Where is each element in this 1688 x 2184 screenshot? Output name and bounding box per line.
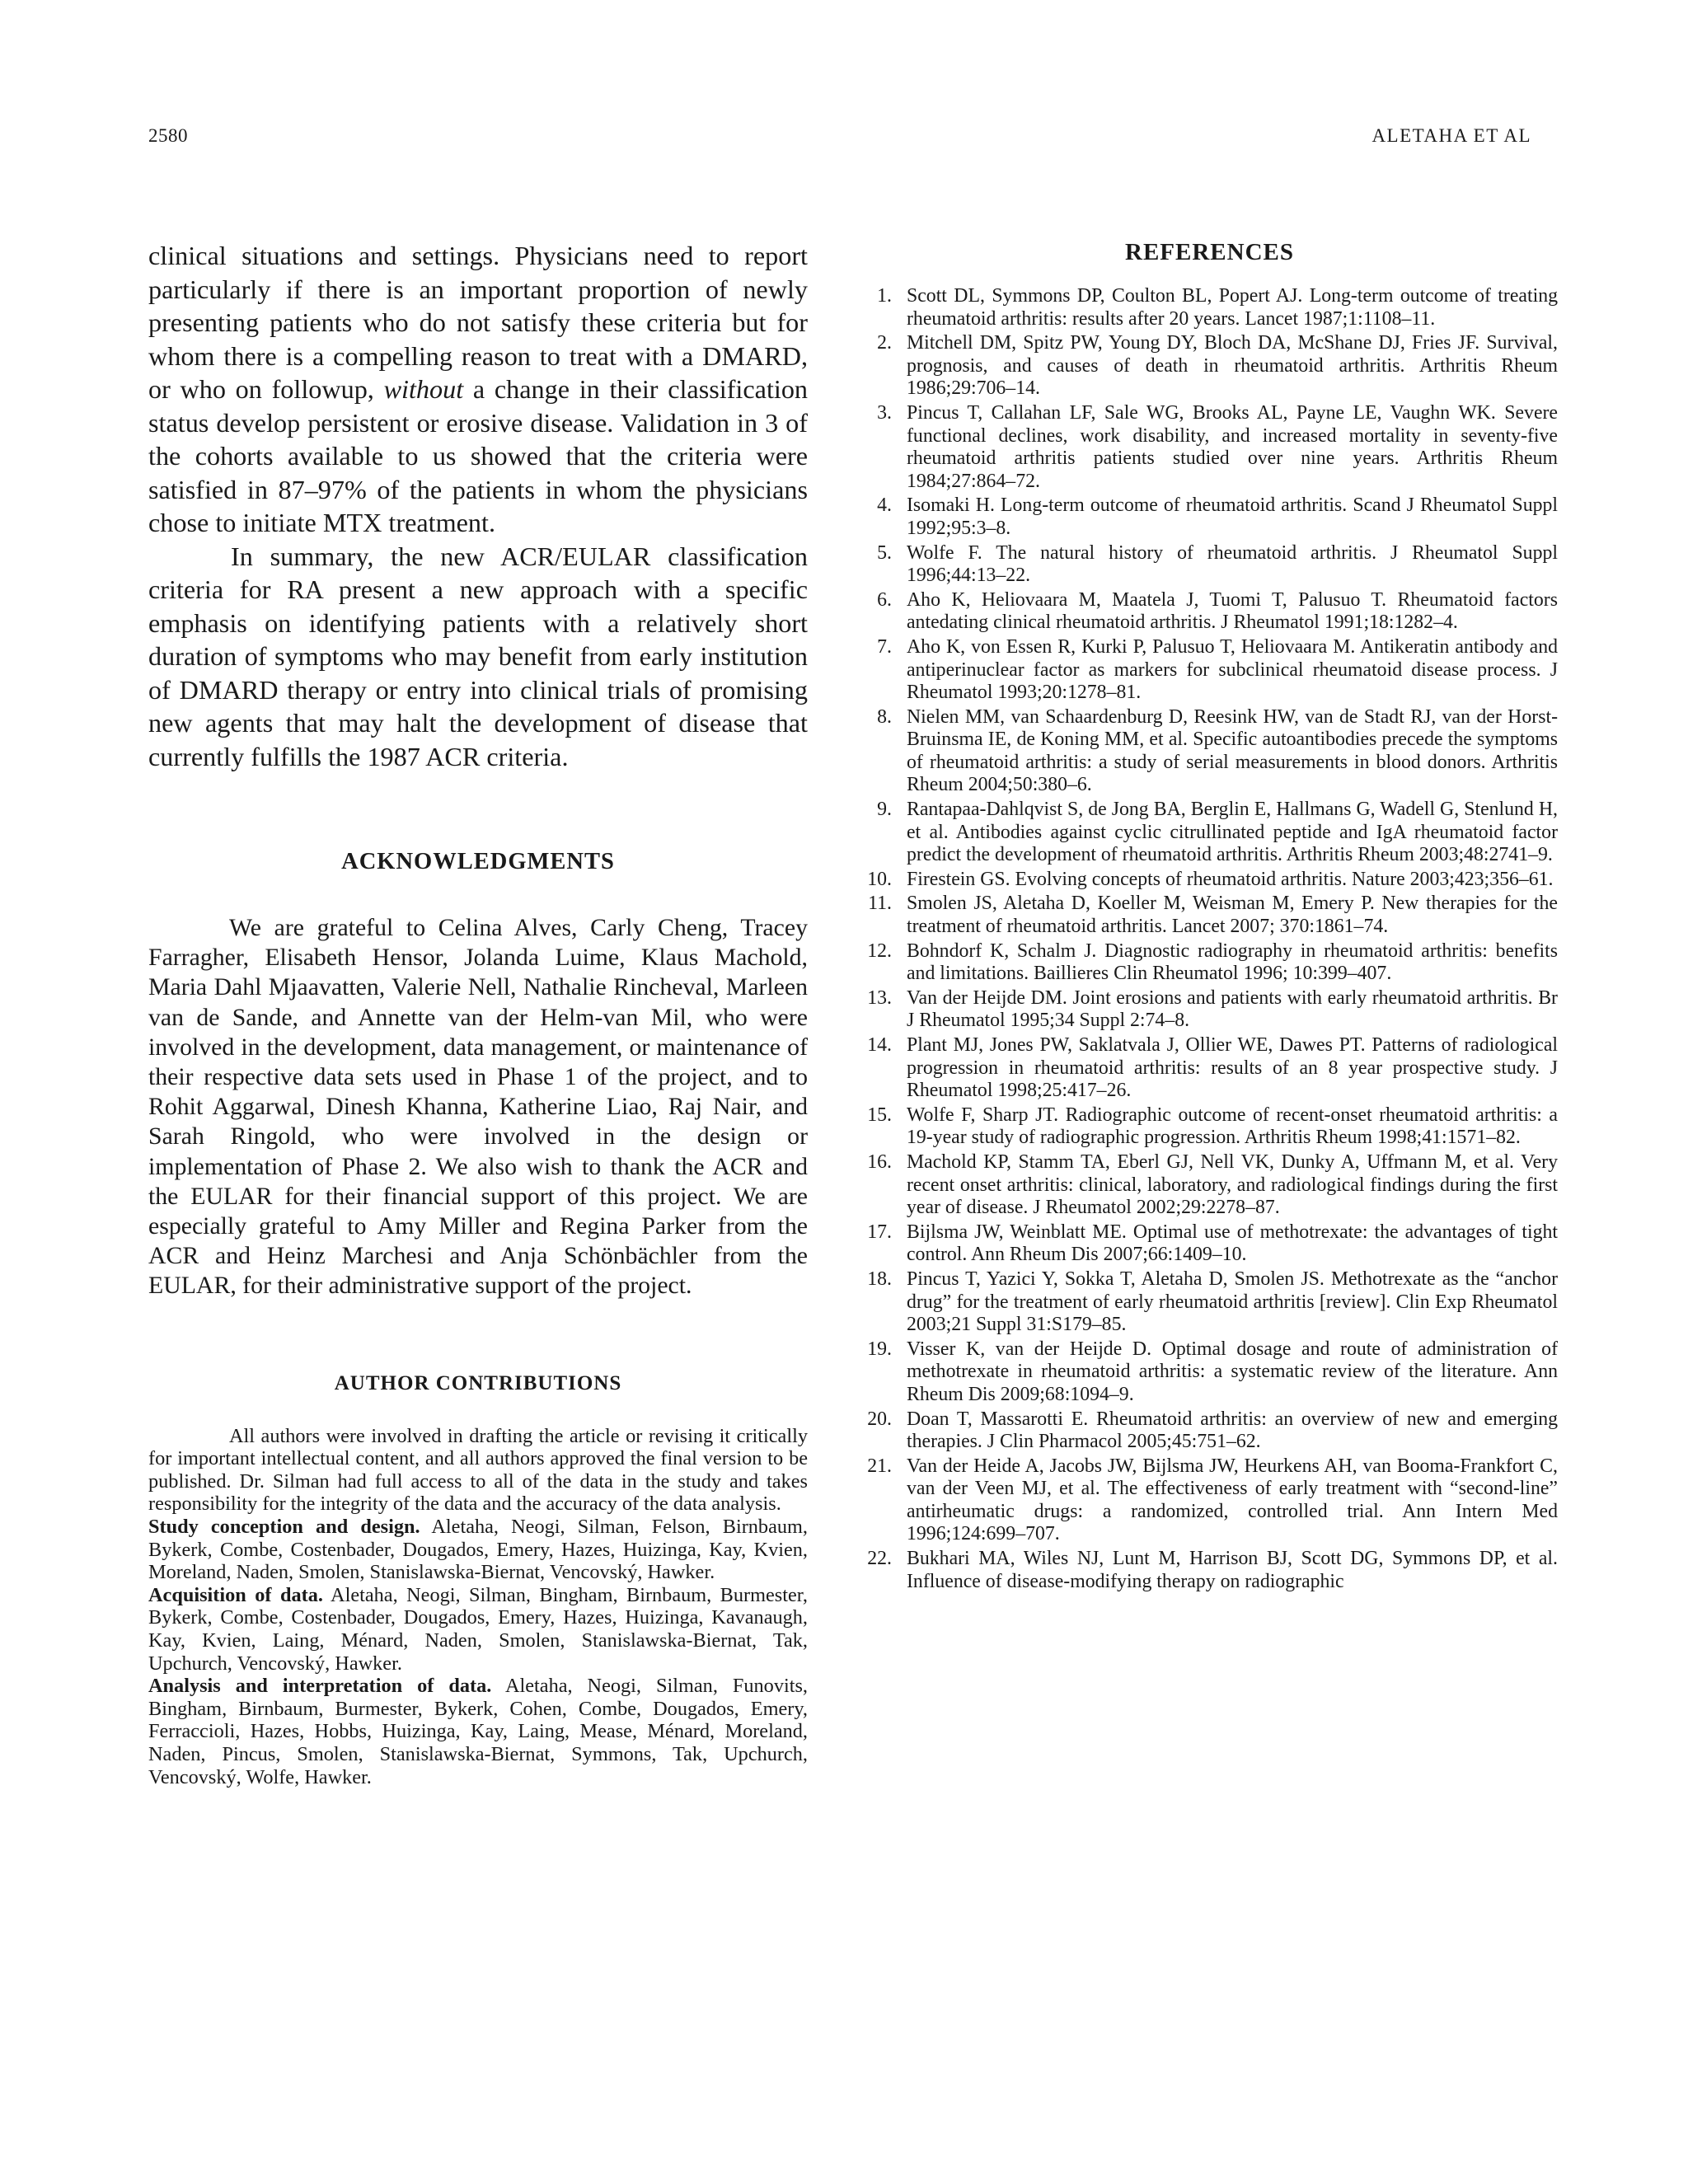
- reference-text: Bijlsma JW, Weinblatt ME. Optimal use of methotrexate: the advantages of tight control. Ann Rheum Dis 2007;66:1409–10.: [907, 1221, 1558, 1266]
- left-column: [148, 239, 808, 1788]
- reference-number: 16.: [867, 1151, 892, 1173]
- reference-item: [861, 893, 1558, 938]
- reference-number: 14.: [867, 1034, 892, 1056]
- para1-part2: a change in their classification status develop persistent or erosive disease. Validation in 3 of the cohorts available to us showed that the criteria were satisfied in 87–97% of the patients in whom the physicians chose to initiate MTX treatment.: [148, 374, 809, 537]
- author-contributions-intro: All authors were involved in drafting the article or revising it critically for important intellectual content, and all authors approved the final version to be published. Dr. Silman had full access to all of the data in the study and takes responsibility for the integrity of the data and the accuracy of the data analysis.: [148, 1424, 808, 1516]
- reference-number: 22.: [867, 1548, 892, 1570]
- reference-item: [861, 636, 1558, 705]
- reference-text: Doan T, Massarotti E. Rheumatoid arthritis: an overview of new and emerging therapies. J Clin Pharmacol 2005;45:751–62.: [907, 1408, 1558, 1453]
- reference-item: [861, 1221, 1558, 1267]
- reference-text: Pincus T, Yazici Y, Sokka T, Aletaha D, Smolen JS. Methotrexate as the “anchor drug” for the treatment of early rheumatoid arthritis [review]. Clin Exp Rheumatol 2003;21 Suppl 31:S179–85.: [907, 1268, 1558, 1336]
- running-head: ALETAHA ET AL: [1372, 125, 1531, 146]
- contribution-label: Study conception and design.: [148, 1516, 420, 1539]
- reference-text: Wolfe F, Sharp JT. Radiographic outcome of recent-onset rheumatoid arthritis: a 19-year study of radiographic progression. Arthritis Rheum 1998;41:1571–82.: [907, 1104, 1558, 1149]
- reference-text: Visser K, van der Heijde D. Optimal dosage and route of administration of methotrexate in rheumatoid arthritis: a systematic review of the literature. Ann Rheum Dis 2009;68:1094–9.: [907, 1338, 1558, 1405]
- author-contributions-heading: AUTHOR CONTRIBUTIONS: [334, 1371, 622, 1394]
- reference-number: 18.: [867, 1268, 892, 1290]
- contribution-names: Aletaha, Neogi, Silman, Felson, Birnbaum, Bykerk, Combe, Costenbader, Dougados, Emery, Hazes, Huizinga, Kay, Kvien, Moreland, Naden, Smolen, Stanislawska-Biernat, Vencovský, Hawker.: [148, 1516, 808, 1584]
- contribution-names: Aletaha, Neogi, Silman, Bingham, Birnbaum, Burmester, Bykerk, Combe, Costenbader, Dougados, Emery, Hazes, Huizinga, Kavanaugh, Kay, Kvien, Laing, Ménard, Naden, Smolen, Stanislawska-Biernat, Tak, Upchurch, Vencovský, Hawker.: [148, 1583, 808, 1675]
- reference-text: Mitchell DM, Spitz PW, Young DY, Bloch DA, McShane DJ, Fries JF. Survival, prognosis, and causes of death in rheumatoid arthritis. Arthritis Rheum 1986;29:706–14.: [907, 332, 1558, 400]
- reference-item: [861, 285, 1558, 330]
- reference-text: Aho K, von Essen R, Kurki P, Palusuo T, Heliovaara M. Antikeratin antibody and antiperinuclear factor as markers for subclinical rheumatoid disease process. J Rheumatol 1993;20:1278–81.: [907, 635, 1558, 704]
- reference-item: [861, 1455, 1558, 1546]
- contribution-label: Analysis and interpretation of data.: [148, 1675, 492, 1698]
- reference-item: [861, 1268, 1558, 1337]
- reference-item: [861, 1408, 1558, 1454]
- reference-number: 21.: [867, 1455, 892, 1477]
- contribution-acquisition: [148, 1584, 808, 1675]
- reference-text: Van der Heide A, Jacobs JW, Bijlsma JW, Heurkens AH, van Booma-Frankfort C, van der Veen MJ, et al. The effectiveness of early treatment with “second-line” antirheumatic drugs: a randomized, controlled trial. Ann Intern Med 1996;124:699–707.: [907, 1455, 1558, 1545]
- reference-text: Isomaki H. Long-term outcome of rheumatoid arthritis. Scand J Rheumatol Suppl 1992;95:3–8.: [907, 494, 1558, 539]
- reference-number: 17.: [867, 1221, 892, 1243]
- reference-text: Wolfe F. The natural history of rheumatoid arthritis. J Rheumatol Suppl 1996;44:13–22.: [907, 541, 1558, 587]
- reference-text: Firestein GS. Evolving concepts of rheumatoid arthritis. Nature 2003;423;356–61.: [907, 868, 1554, 890]
- reference-list: [861, 285, 1558, 1593]
- right-column: [861, 239, 1558, 1595]
- reference-number: 7.: [877, 635, 892, 658]
- reference-text: Plant MJ, Jones PW, Saklatvala J, Ollier WE, Dawes PT. Patterns of radiological progression in rheumatoid arthritis: results of an 8 year prospective study. J Rheumatol 1998;25:417–26.: [907, 1034, 1558, 1102]
- reference-text: Bohndorf K, Schalm J. Diagnostic radiography in rheumatoid arthritis: benefits and limitations. Baillieres Clin Rheumatol 1996; 10:399–407.: [907, 940, 1558, 985]
- reference-number: 8.: [877, 705, 892, 728]
- contribution-names: Aletaha, Neogi, Silman, Funovits, Bingham, Birnbaum, Burmester, Bykerk, Cohen, Combe, Dougados, Emery, Ferraccioli, Hazes, Hobbs, Huizinga, Kay, Laing, Mease, Ménard, Moreland, Naden, Pincus, Smolen, Stanislawska-Biernat, Symmons, Tak, Upchurch, Vencovský, Wolfe, Hawker.: [148, 1675, 809, 1788]
- reference-item: [861, 589, 1558, 635]
- reference-item: [861, 494, 1558, 540]
- page-number: 2580: [148, 125, 188, 146]
- reference-number: 12.: [867, 940, 892, 962]
- contribution-study-design: [148, 1516, 808, 1584]
- reference-text: Pincus T, Callahan LF, Sale WG, Brooks AL, Payne LE, Vaughn WK. Severe functional declines, work disability, and increased mortality in seventy-five rheumatoid arthritis patients studied over nine years. Arthritis Rheum 1984;27:864–72.: [907, 401, 1558, 492]
- reference-item: [861, 940, 1558, 986]
- reference-item: [861, 869, 1558, 892]
- reference-number: 13.: [867, 987, 892, 1009]
- reference-item: [861, 706, 1558, 797]
- reference-text: Van der Heijde DM. Joint erosions and patients with early rheumatoid arthritis. Br J Rheumatol 1995;34 Suppl 2:74–8.: [907, 987, 1558, 1032]
- reference-number: 4.: [877, 494, 892, 517]
- reference-item: [861, 542, 1558, 588]
- reference-number: 3.: [877, 401, 892, 424]
- reference-number: 5.: [877, 541, 892, 564]
- reference-item: [861, 1104, 1558, 1150]
- reference-text: Rantapaa-Dahlqvist S, de Jong BA, Berglin E, Hallmans G, Wadell G, Stenlund H, et al. Antibodies against cyclic citrullinated peptide and IgA rheumatoid factor predict the development of rheumatoid arthritis. Arthritis Rheum 2003;48:2741–9.: [907, 799, 1558, 866]
- reference-text: Aho K, Heliovaara M, Maatela J, Tuomi T, Palusuo T. Rheumatoid factors antedating clinical rheumatoid arthritis. J Rheumatol 1991;18:1282–4.: [907, 588, 1558, 634]
- reference-number: 1.: [877, 285, 892, 307]
- reference-item: [861, 332, 1558, 401]
- reference-number: 6.: [877, 588, 892, 611]
- acknowledgments-heading: ACKNOWLEDGMENTS: [341, 849, 615, 874]
- reference-number: 20.: [867, 1408, 892, 1430]
- reference-item: [861, 987, 1558, 1033]
- reference-number: 11.: [868, 893, 892, 915]
- reference-number: 2.: [877, 332, 892, 354]
- reference-text: Smolen JS, Aletaha D, Koeller M, Weisman M, Emery P. New therapies for the treatment of rheumatoid arthritis. Lancet 2007; 370:1861–74.: [907, 893, 1558, 938]
- reference-number: 15.: [867, 1104, 892, 1126]
- body-paragraph-1: [148, 239, 808, 540]
- reference-item: [861, 1548, 1558, 1593]
- reference-number: 19.: [867, 1338, 892, 1360]
- reference-text: Machold KP, Stamm TA, Eberl GJ, Nell VK, Dunky A, Uffmann M, et al. Very recent onset arthritis: clinical, laboratory, and radiological findings during the first year of disease. J Rheumatol 2002;29:2278–87.: [907, 1151, 1558, 1219]
- reference-item: [861, 1338, 1558, 1407]
- para1-italic-word: without: [383, 374, 464, 404]
- reference-item: [861, 402, 1558, 493]
- reference-item: [861, 1151, 1558, 1220]
- acknowledgments-text: We are grateful to Celina Alves, Carly Cheng, Tracey Farragher, Elisabeth Hensor, Jolanda Luime, Klaus Machold, Maria Dahl Mjaavatten, Valerie Nell, Nathalie Rincheval, Marleen van de Sande, and Annette van der Helm-van Mil, who were involved in the development, data management, or maintenance of their respective data sets used in Phase 1 of the project, and to Rohit Aggarwal, Dinesh Khanna, Katherine Liao, Raj Nair, and Sarah Ringold, who were involved in the design or implementation of Phase 2. We also wish to thank the ACR and the EULAR for their financial support of this project. We are especially grateful to Amy Miller and Regina Parker from the ACR and Heinz Marchesi and Anja Schönbächler from the EULAR, for their administrative support of the project.: [148, 914, 808, 1300]
- para1-part1: clinical situations and settings. Physicians need to report particularly if there is an important proportion of newly presenting patients who do not satisfy these criteria but for whom there is a compelling reason to treat with a DMARD, or who on followup,: [148, 241, 808, 404]
- reference-text: Scott DL, Symmons DP, Coulton BL, Popert AJ. Long-term outcome of treating rheumatoid arthritis: results after 20 years. Lancet 1987;1:1108–11.: [907, 285, 1558, 330]
- body-paragraph-2: In summary, the new ACR/EULAR classification criteria for RA present a new approach with a specific emphasis on identifying patients with a relatively short duration of symptoms who may benefit from early institution of DMARD therapy or entry into clinical trials of promising new agents that may halt the development of disease that currently fulfills the 1987 ACR criteria.: [148, 541, 808, 771]
- reference-text: Nielen MM, van Schaardenburg D, Reesink HW, van de Stadt RJ, van der Horst-Bruinsma IE, de Koning MM, et al. Specific autoantibodies precede the symptoms of rheumatoid arthritis: a study of serial measurements in blood donors. Arthritis Rheum 2004;50:380–6.: [907, 705, 1558, 796]
- reference-item: [861, 799, 1558, 867]
- reference-number: 10.: [867, 868, 892, 890]
- reference-text: Bukhari MA, Wiles NJ, Lunt M, Harrison BJ, Scott DG, Symmons DP, et al. Influence of disease-modifying therapy on radiographic: [907, 1548, 1558, 1592]
- reference-item: [861, 1034, 1558, 1103]
- references-heading: REFERENCES: [1125, 239, 1294, 265]
- contribution-analysis: [148, 1675, 808, 1788]
- contribution-label: Acquisition of data.: [148, 1583, 323, 1606]
- reference-number: 9.: [877, 799, 892, 821]
